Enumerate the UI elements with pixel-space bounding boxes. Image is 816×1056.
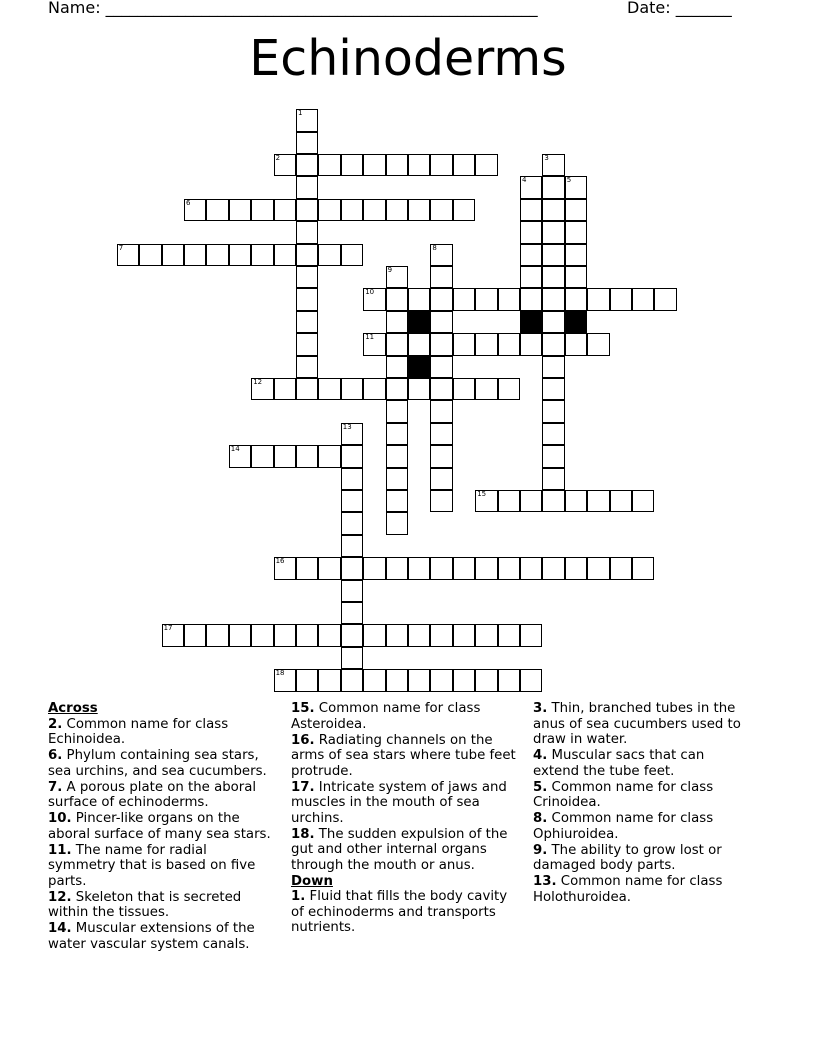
grid-cell[interactable]: [475, 333, 497, 355]
grid-cell[interactable]: [363, 669, 385, 691]
grid-block: [408, 311, 430, 333]
clue-down-13: 13. Common name for class Holothuroidea.: [533, 874, 723, 905]
grid-cell[interactable]: [341, 423, 363, 445]
grid-cell[interactable]: [498, 624, 520, 646]
grid-cell[interactable]: [430, 378, 452, 400]
grid-cell[interactable]: [117, 244, 139, 266]
grid-cell[interactable]: [453, 624, 475, 646]
clue-number: 5: [566, 176, 572, 185]
grid-cell[interactable]: [408, 669, 430, 691]
grid-cell[interactable]: [386, 154, 408, 176]
grid-cell[interactable]: [542, 221, 564, 243]
clue-number: 16: [275, 557, 285, 566]
grid-block: [520, 311, 542, 333]
grid-cell[interactable]: [184, 244, 206, 266]
grid-cell[interactable]: [430, 468, 452, 490]
grid-cell[interactable]: [520, 624, 542, 646]
clue-across-11: 11. The name for radial symmetry that is based on five parts.: [48, 842, 256, 889]
grid-cell[interactable]: [453, 288, 475, 310]
grid-block: [408, 356, 430, 378]
grid-cell[interactable]: [430, 356, 452, 378]
grid-cell[interactable]: [251, 199, 273, 221]
grid-cell[interactable]: [542, 445, 564, 467]
grid-cell[interactable]: [632, 557, 654, 579]
grid-cell[interactable]: [498, 288, 520, 310]
grid-cell[interactable]: [520, 176, 542, 198]
grid-cell[interactable]: [430, 199, 452, 221]
grid-cell[interactable]: [363, 288, 385, 310]
grid-cell[interactable]: [610, 557, 632, 579]
grid-cell[interactable]: [274, 624, 296, 646]
grid-cell[interactable]: [520, 199, 542, 221]
grid-cell[interactable]: [162, 624, 184, 646]
grid-cell[interactable]: [296, 624, 318, 646]
grid-cell[interactable]: [453, 378, 475, 400]
grid-cell[interactable]: [386, 557, 408, 579]
grid-cell[interactable]: [296, 557, 318, 579]
grid-cell[interactable]: [430, 490, 452, 512]
grid-cell[interactable]: [206, 199, 228, 221]
grid-cell[interactable]: [542, 199, 564, 221]
grid-cell[interactable]: [229, 244, 251, 266]
grid-cell[interactable]: [251, 244, 273, 266]
date-field[interactable]: Date: _______: [627, 0, 732, 17]
grid-cell[interactable]: [318, 624, 340, 646]
grid-cell[interactable]: [386, 423, 408, 445]
grid-cell[interactable]: [520, 266, 542, 288]
grid-cell[interactable]: [386, 445, 408, 467]
clue-across-17: 17. Intricate system of jaws and muscles in the mouth of sea urchins.: [291, 779, 507, 826]
clue-down-4: 4. Muscular sacs that can extend the tube feet.: [533, 748, 705, 779]
grid-cell[interactable]: [386, 356, 408, 378]
grid-cell[interactable]: [318, 378, 340, 400]
grid-cell[interactable]: [565, 221, 587, 243]
grid-cell[interactable]: [229, 199, 251, 221]
grid-cell[interactable]: [542, 557, 564, 579]
grid-cell[interactable]: [341, 490, 363, 512]
grid-cell[interactable]: [386, 199, 408, 221]
grid-cell[interactable]: [296, 176, 318, 198]
clue-number: 4: [522, 176, 527, 185]
grid-cell[interactable]: [520, 221, 542, 243]
grid-cell[interactable]: [386, 288, 408, 310]
clue-across-2: 2. Common name for class Echinoidea.: [48, 716, 229, 747]
grid-cell[interactable]: [296, 445, 318, 467]
grid-cell[interactable]: [341, 378, 363, 400]
grid-cell[interactable]: [318, 154, 340, 176]
grid-cell[interactable]: [139, 244, 161, 266]
grid-cell[interactable]: [408, 154, 430, 176]
grid-cell[interactable]: [542, 176, 564, 198]
grid-cell[interactable]: [453, 557, 475, 579]
grid-cell[interactable]: [542, 244, 564, 266]
grid-cell[interactable]: [341, 512, 363, 534]
clue-number: 7: [118, 243, 124, 252]
grid-cell[interactable]: [274, 244, 296, 266]
grid-cell[interactable]: [587, 288, 609, 310]
clue-number: 10: [365, 288, 375, 297]
clue-number: 14: [230, 445, 240, 454]
grid-cell[interactable]: [430, 266, 452, 288]
grid-cell[interactable]: [274, 154, 296, 176]
grid-cell[interactable]: [386, 378, 408, 400]
grid-cell[interactable]: [430, 669, 452, 691]
grid-cell[interactable]: [542, 490, 564, 512]
grid-cell[interactable]: [520, 557, 542, 579]
grid-cell[interactable]: [498, 490, 520, 512]
clue-across-18: 18. The sudden expulsion of the gut and other internal organs through the mouth or anus.: [291, 826, 508, 873]
grid-cell[interactable]: [610, 490, 632, 512]
grid-cell[interactable]: [363, 154, 385, 176]
grid-cell[interactable]: [229, 445, 251, 467]
grid-cell[interactable]: [386, 468, 408, 490]
grid-cell[interactable]: [363, 378, 385, 400]
clue-across-14: 14. Muscular extensions of the water vascular system canals.: [48, 921, 255, 952]
grid-cell[interactable]: [386, 266, 408, 288]
grid-cell[interactable]: [341, 557, 363, 579]
grid-cell[interactable]: [341, 199, 363, 221]
clue-across-6: 6. Phylum containing sea stars, sea urchins, and sea cucumbers.: [48, 748, 267, 779]
grid-cell[interactable]: [341, 445, 363, 467]
clue-number: 8: [432, 243, 437, 252]
grid-cell[interactable]: [498, 669, 520, 691]
clue-number: 18: [275, 669, 285, 678]
grid-cell[interactable]: [408, 199, 430, 221]
grid-cell[interactable]: [296, 221, 318, 243]
grid-cell[interactable]: [296, 199, 318, 221]
grid-cell[interactable]: [341, 624, 363, 646]
clue-number: 1: [298, 109, 303, 118]
grid-cell[interactable]: [542, 333, 564, 355]
down-heading: Down: [291, 873, 333, 889]
grid-cell[interactable]: [520, 490, 542, 512]
grid-cell[interactable]: [542, 468, 564, 490]
grid-cell[interactable]: [341, 669, 363, 691]
grid-cell[interactable]: [386, 400, 408, 422]
grid-cell[interactable]: [296, 378, 318, 400]
grid-cell[interactable]: [296, 109, 318, 131]
clues-column-3: [533, 701, 748, 906]
grid-cell[interactable]: [318, 244, 340, 266]
clue-number: 17: [163, 624, 173, 633]
grid-cell[interactable]: [565, 266, 587, 288]
grid-cell[interactable]: [542, 311, 564, 333]
grid-cell[interactable]: [318, 199, 340, 221]
clue-number: 6: [186, 198, 191, 207]
grid-cell[interactable]: [184, 199, 206, 221]
grid-cell[interactable]: [162, 244, 184, 266]
grid-cell[interactable]: [296, 356, 318, 378]
grid-cell[interactable]: [296, 333, 318, 355]
grid-cell[interactable]: [408, 624, 430, 646]
clue-number: 9: [387, 266, 393, 274]
grid-cell[interactable]: [475, 288, 497, 310]
grid-cell[interactable]: [386, 490, 408, 512]
grid-cell[interactable]: [430, 154, 452, 176]
grid-cell[interactable]: [587, 333, 609, 355]
clue-across-15: 15. Common name for class Asteroidea.: [291, 701, 481, 732]
grid-cell[interactable]: [408, 557, 430, 579]
grid-cell[interactable]: [430, 557, 452, 579]
grid-cell[interactable]: [498, 333, 520, 355]
grid-cell[interactable]: [408, 333, 430, 355]
grid-cell[interactable]: [565, 176, 587, 198]
grid-cell[interactable]: [184, 624, 206, 646]
clue-down-5: 5. Common name for class Crinoidea.: [533, 779, 714, 810]
clues-column-2: [291, 701, 523, 936]
grid-cell[interactable]: [251, 378, 273, 400]
grid-cell[interactable]: [296, 311, 318, 333]
grid-cell[interactable]: [296, 132, 318, 154]
across-heading: Across: [48, 701, 98, 716]
grid-cell[interactable]: [587, 557, 609, 579]
grid-cell[interactable]: [341, 580, 363, 602]
grid-cell[interactable]: [229, 624, 251, 646]
grid-cell[interactable]: [498, 378, 520, 400]
grid-cell[interactable]: [318, 445, 340, 467]
grid-cell[interactable]: [318, 557, 340, 579]
grid-cell[interactable]: [453, 199, 475, 221]
grid-cell[interactable]: [274, 378, 296, 400]
grid-cell[interactable]: [341, 468, 363, 490]
grid-cell[interactable]: [453, 154, 475, 176]
clue-number: 13: [342, 422, 352, 431]
grid-cell[interactable]: [632, 490, 654, 512]
clue-across-12: 12. Skeleton that is secreted within the tissues.: [48, 889, 242, 920]
grid-cell[interactable]: [430, 288, 452, 310]
clue-down-8: 8. Common name for class Ophiuroidea.: [533, 811, 714, 842]
grid-cell[interactable]: [386, 624, 408, 646]
clue-number: 2: [275, 154, 281, 162]
grid-cell[interactable]: [654, 288, 676, 310]
grid-cell[interactable]: [408, 378, 430, 400]
grid-cell[interactable]: [386, 311, 408, 333]
grid-cell[interactable]: [565, 288, 587, 310]
grid-cell[interactable]: [542, 423, 564, 445]
grid-cell[interactable]: [274, 557, 296, 579]
grid-cell[interactable]: [274, 445, 296, 467]
grid-cell[interactable]: [206, 624, 228, 646]
grid-cell[interactable]: [274, 669, 296, 691]
grid-cell[interactable]: [475, 669, 497, 691]
grid-cell[interactable]: [386, 669, 408, 691]
grid-cell[interactable]: [386, 512, 408, 534]
name-field[interactable]: Name: ______________________________________________________: [48, 0, 538, 17]
clue-across-16: 16. Radiating channels on the arms of sea stars where tube feet protrude.: [291, 732, 516, 779]
grid-cell[interactable]: [565, 244, 587, 266]
grid-cell[interactable]: [542, 378, 564, 400]
grid-cell[interactable]: [430, 624, 452, 646]
grid-cell[interactable]: [341, 535, 363, 557]
grid-cell[interactable]: [430, 311, 452, 333]
grid-cell[interactable]: [296, 244, 318, 266]
grid-cell[interactable]: [430, 333, 452, 355]
grid-cell[interactable]: [453, 669, 475, 691]
grid-cell[interactable]: [341, 647, 363, 669]
grid-cell[interactable]: [430, 244, 452, 266]
grid-cell[interactable]: [296, 154, 318, 176]
grid-cell[interactable]: [341, 244, 363, 266]
grid-cell[interactable]: [632, 288, 654, 310]
grid-cell[interactable]: [565, 333, 587, 355]
grid-cell[interactable]: [475, 378, 497, 400]
grid-cell[interactable]: [542, 400, 564, 422]
clue-number: 11: [365, 333, 375, 342]
clue-down-3: 3. Thin, branched tubes in the anus of sea cucumbers used to draw in water.: [533, 701, 741, 747]
grid-cell[interactable]: [475, 154, 497, 176]
clue-down-1: 1. Fluid that fills the body cavity of echinoderms and transports nutrients.: [291, 889, 508, 935]
grid-cell[interactable]: [296, 288, 318, 310]
grid-cell[interactable]: [565, 557, 587, 579]
grid-cell[interactable]: [206, 244, 228, 266]
clue-across-10: 10. Pincer-like organs on the aboral surface of many sea stars.: [48, 811, 271, 842]
grid-cell[interactable]: [565, 199, 587, 221]
grid-cell[interactable]: [363, 333, 385, 355]
page-title: Echinoderms: [249, 30, 567, 87]
grid-cell[interactable]: [251, 445, 273, 467]
grid-cell[interactable]: [520, 288, 542, 310]
grid-cell[interactable]: [341, 154, 363, 176]
grid-cell[interactable]: [453, 333, 475, 355]
grid-cell[interactable]: [251, 624, 273, 646]
grid-cell[interactable]: [408, 288, 430, 310]
grid-cell[interactable]: [520, 333, 542, 355]
grid-cell[interactable]: [430, 400, 452, 422]
grid-cell[interactable]: [274, 199, 296, 221]
clue-number: 3: [544, 154, 549, 162]
grid-cell[interactable]: [520, 669, 542, 691]
grid-cell[interactable]: [363, 199, 385, 221]
clue-across-7: 7. A porous plate on the aboral surface of echinoderms.: [48, 779, 257, 810]
grid-cell[interactable]: [542, 266, 564, 288]
clue-number: 12: [253, 378, 263, 386]
grid-cell[interactable]: [542, 356, 564, 378]
grid-cell[interactable]: [498, 557, 520, 579]
grid-cell[interactable]: [296, 669, 318, 691]
grid-cell[interactable]: [587, 490, 609, 512]
grid-block: [565, 311, 587, 333]
grid-cell[interactable]: [430, 445, 452, 467]
grid-cell[interactable]: [318, 669, 340, 691]
grid-cell[interactable]: [363, 624, 385, 646]
grid-cell[interactable]: [296, 266, 318, 288]
grid-cell[interactable]: [475, 490, 497, 512]
grid-cell[interactable]: [341, 602, 363, 624]
grid-cell[interactable]: [565, 490, 587, 512]
grid-cell[interactable]: [542, 288, 564, 310]
clues-column-1: [48, 701, 273, 953]
grid-cell[interactable]: [475, 624, 497, 646]
grid-cell[interactable]: [610, 288, 632, 310]
grid-cell[interactable]: [520, 244, 542, 266]
grid-cell[interactable]: [363, 557, 385, 579]
grid-cell[interactable]: [542, 154, 564, 176]
clue-number: 15: [477, 490, 487, 498]
grid-cell[interactable]: [430, 423, 452, 445]
grid-cell[interactable]: [475, 557, 497, 579]
clue-down-9: 9. The ability to grow lost or damaged body parts.: [533, 842, 722, 873]
grid-cell[interactable]: [386, 333, 408, 355]
